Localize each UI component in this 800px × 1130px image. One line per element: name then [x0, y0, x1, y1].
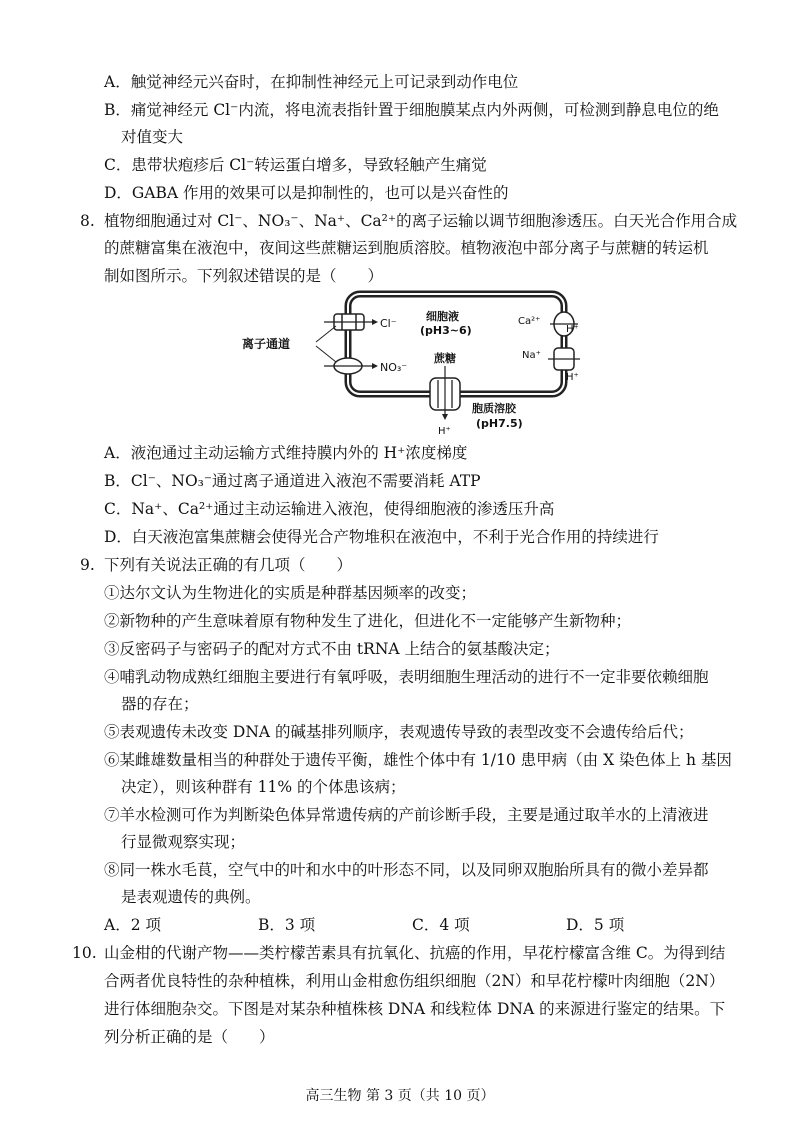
q9-stem: 下列有关说法正确的有几项（ ） — [104, 556, 353, 574]
q9-number: 9. — [80, 556, 95, 574]
cytosol-ph-label: (pH7.5) — [476, 417, 523, 430]
vacuole-transport-diagram — [240, 286, 580, 438]
q8-number: 8. — [80, 212, 95, 230]
q10-stem-line4: 列分析正确的是（ ） — [104, 1028, 275, 1046]
q10-stem-line3: 进行体细胞杂交。下图是对某杂种植株核 DNA 和线粒体 DNA 的来源进行鉴定的结果。下 — [104, 1000, 726, 1018]
q9-statement-2: ②新物种的产生意味着原有物种发生了进化，但进化不一定能够产生新物种； — [104, 612, 632, 630]
sucrose-transporter — [430, 366, 460, 420]
q8-option-a: A．液泡通过主动运输方式维持膜内外的 H⁺浓度梯度 — [104, 444, 468, 462]
q10-stem-line1: 山金柑的代谢产物——类柠檬苦素具有抗氧化、抗癌的作用，早花柠檬富含维 C。为得到结 — [104, 944, 726, 962]
q7-option-b: B．痛觉神经元 Cl⁻内流，将电流表指针置于细胞膜某点内外两侧，可检测到静息电位的绝 — [104, 101, 719, 119]
q9-statement-1: ①达尔文认为生物进化的实质是种群基因频率的改变； — [104, 584, 477, 602]
q9-option-d: D．5 项 — [566, 916, 625, 934]
q9-option-b: B．3 项 — [258, 916, 316, 934]
ca-label: Ca²⁺ — [518, 316, 541, 327]
vacuole-sap-label: 细胞液 — [426, 310, 459, 323]
h-ca-label: H⁺ — [566, 324, 579, 335]
q9-statement-4-cont: 器的存在； — [121, 695, 199, 713]
q8-stem-line3: 制如图所示。下列叙述错误的是（ ） — [104, 267, 384, 285]
q9-statement-4: ④哺乳动物成熟红细胞主要进行有氧呼吸，表明细胞生理活动的进行不一定非要依赖细胞 — [104, 668, 709, 686]
cl-label: Cl⁻ — [380, 317, 397, 330]
q9-option-a: A．2 项 — [104, 916, 161, 934]
q9-statement-3: ③反密码子与密码子的配对方式不由 tRNA 上结合的氨基酸决定； — [104, 640, 560, 658]
sucrose-label: 蔗糖 — [434, 352, 456, 365]
q10-number: 10. — [72, 944, 97, 962]
q8-option-c: C．Na⁺、Ca²⁺通过主动运输进入液泡，使得细胞液的渗透压升高 — [104, 500, 555, 518]
q10-stem-line2: 合两者优良特性的杂种植株，利用山金柑愈伤组织细胞（2N）和早花柠檬叶肉细胞（2N） — [104, 972, 725, 990]
no3-label: NO₃⁻ — [380, 361, 408, 374]
na-label: Na⁺ — [522, 350, 541, 361]
vacuole-ph-label: (pH3~6) — [420, 324, 472, 337]
no3-channel — [324, 358, 378, 374]
cl-channel — [324, 314, 378, 330]
q9-statement-8-cont: 是表观遗传的典例。 — [121, 888, 261, 906]
ion-channel-label: 离子通道 — [242, 337, 291, 351]
q7-option-b-cont: 对值变大 — [121, 128, 184, 146]
page-footer: 高三生物 第 3 页（共 10 页） — [305, 1088, 495, 1104]
q9-statement-7: ⑦羊水检测可作为判断染色体异常遗传病的产前诊断手段，主要是通过取羊水的上清液进 — [104, 806, 709, 824]
q8-stem-line2: 的蔗糖富集在液泡中，夜间这些蔗糖运到胞质溶胶。植物液泡中部分离子与蔗糖的转运机 — [104, 239, 709, 257]
q7-option-d: D．GABA 作用的效果可以是抑制性的，也可以是兴奋性的 — [104, 184, 509, 202]
q8-stem-line1: 植物细胞通过对 Cl⁻、NO₃⁻、Na⁺、Ca²⁺的离子运输以调节细胞渗透压。白天光合作用合成 — [104, 212, 738, 230]
q9-statement-5: ⑤表观遗传未改变 DNA 的碱基排列顺序，表观遗传导致的表型改变不会遗传给后代； — [104, 723, 694, 741]
q8-option-d: D．白天液泡富集蔗糖会使得光合产物堆积在液泡中，不利于光合作用的持续进行 — [104, 528, 659, 546]
h-bottom-label: H⁺ — [438, 426, 451, 437]
q9-statement-7-cont: 行显微观察实现； — [121, 833, 246, 851]
q8-option-b: B．Cl⁻、NO₃⁻通过离子通道进入液泡不需要消耗 ATP — [104, 472, 481, 490]
q7-option-a: A．触觉神经元兴奋时，在抑制性神经元上可记录到动作电位 — [104, 73, 519, 91]
q9-statement-6-cont: 决定），则该种群有 11% 的个体患该病； — [121, 778, 406, 796]
cytosol-label: 胞质溶胶 — [472, 402, 516, 415]
q9-statement-8: ⑧同一株水毛茛，空气中的叶和水中的叶形态不同，以及同卵双胞胎所具有的微小差异都 — [104, 861, 709, 879]
q9-statement-6: ⑥某雌雄数量相当的种群处于遗传平衡，雄性个体中有 1/10 患甲病（由 X 染色体上 h 基因 — [104, 751, 732, 769]
q9-option-c: C．4 项 — [412, 916, 470, 934]
na-h-antiporter — [548, 348, 580, 370]
q7-option-c: C．患带状疱疹后 Cl⁻转运蛋白增多，导致轻触产生痛觉 — [104, 156, 487, 174]
h-na-label: H⁺ — [566, 372, 579, 383]
